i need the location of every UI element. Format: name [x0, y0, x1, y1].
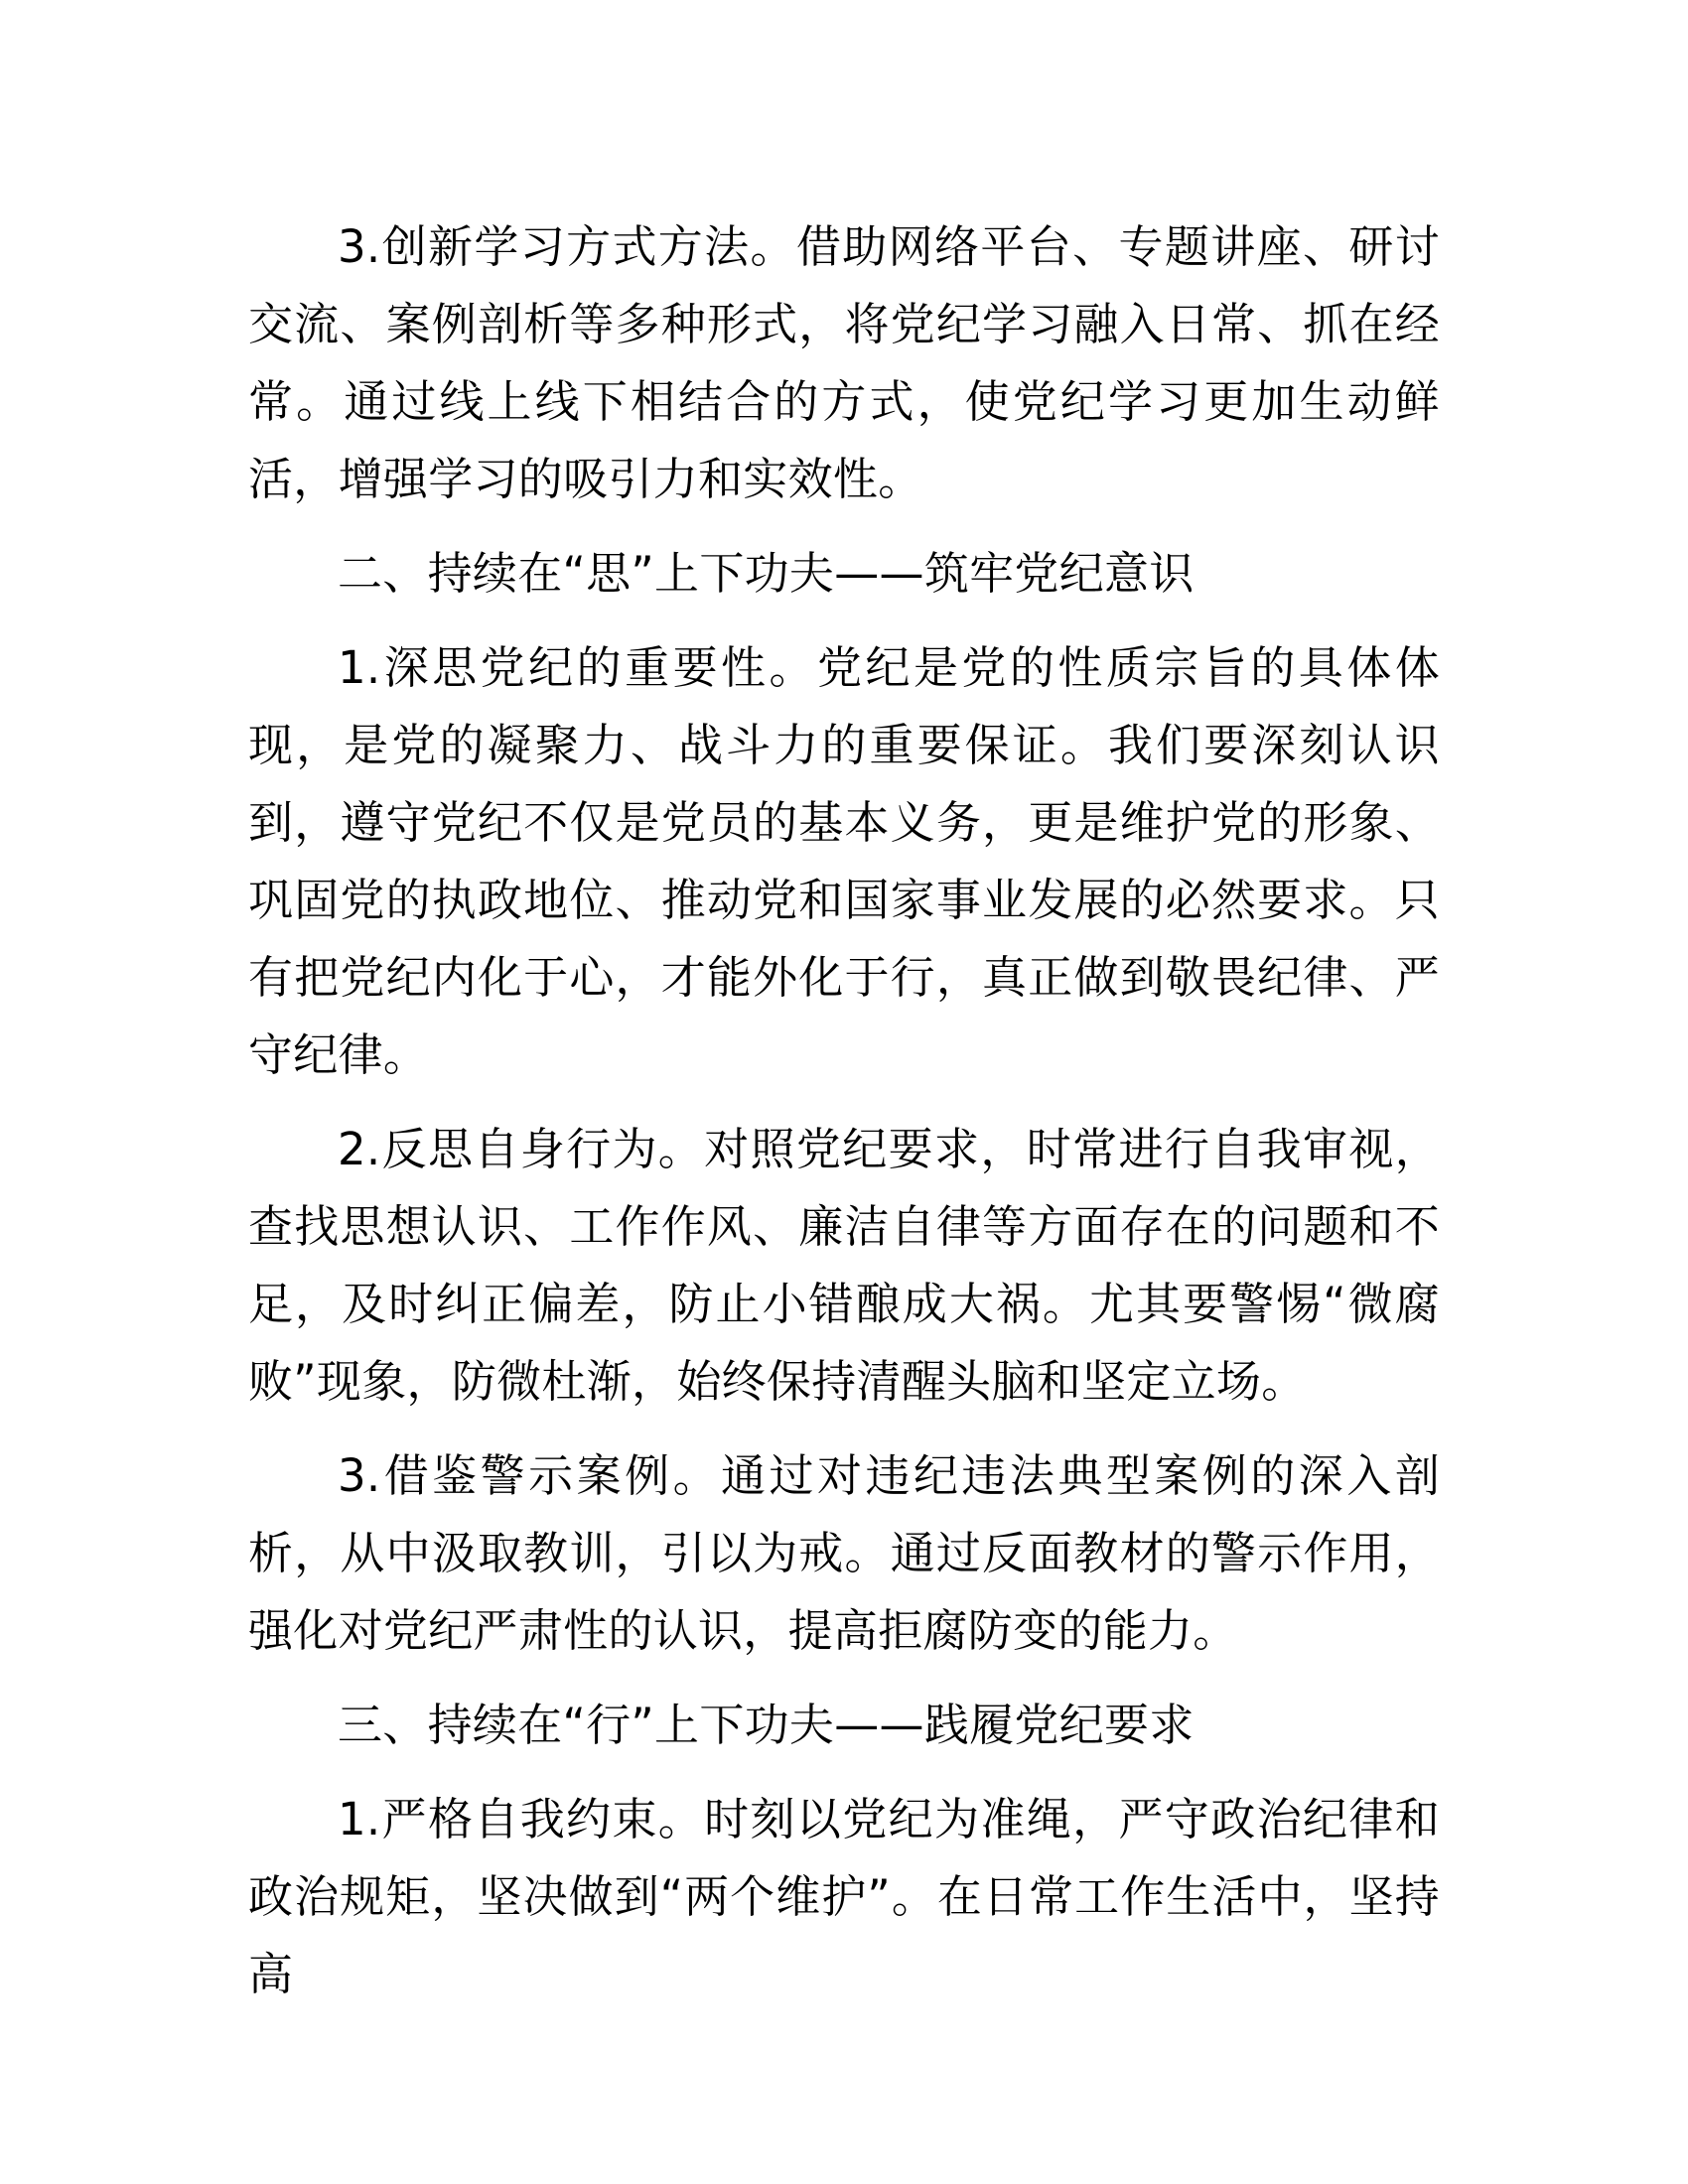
paragraph-self-reflection: 2.反思自身行为。对照党纪要求，时常进行自我审视，查找思想认识、工作作风、廉洁自律等方面存在的问题和不足，及时纠正偏差，防止小错酿成大祸。尤其要警惕“微腐败”现象，防微杜渐，始终保持清醒头脑和坚定立场。 — [248, 1123, 1440, 1408]
section-heading-act: 三、持续在“行”上下功夫——践履党纪要求 — [338, 1699, 1195, 1751]
paragraph-warning-cases: 3.借鉴警示案例。通过对违纪违法典型案例的深入剖析，从中汲取教训，引以为戒。通过反面教材的警示作用，强化对党纪严肃性的认识，提高拒腐防变的能力。 — [248, 1449, 1440, 1657]
section-heading-think: 二、持续在“思”上下功夫——筑牢党纪意识 — [338, 547, 1195, 600]
document-page — [248, 208, 1440, 2030]
paragraph-study-methods: 3.创新学习方式方法。借助网络平台、专题讲座、研讨交流、案例剖析等多种形式，将党纪学习融入日常、抓在经常。通过线上线下相结合的方式，使党纪学习更加生动鲜活，增强学习的吸引力和实效性。 — [248, 220, 1440, 505]
paragraph-importance: 1.深思党纪的重要性。党纪是党的性质宗旨的具体体现，是党的凝聚力、战斗力的重要保证。我们要深刻认识到，遵守党纪不仅是党员的基本义务，更是维护党的形象、巩固党的执政地位、推动党和国家事业发展的必然要求。只有把党纪内化于心，才能外化于行，真正做到敬畏纪律、严守纪律。 — [248, 641, 1440, 1081]
paragraph-self-discipline: 1.严格自我约束。时刻以党纪为准绳，严守政治纪律和政治规矩，坚决做到“两个维护”。在日常工作生活中，坚持高 — [248, 1793, 1440, 2000]
